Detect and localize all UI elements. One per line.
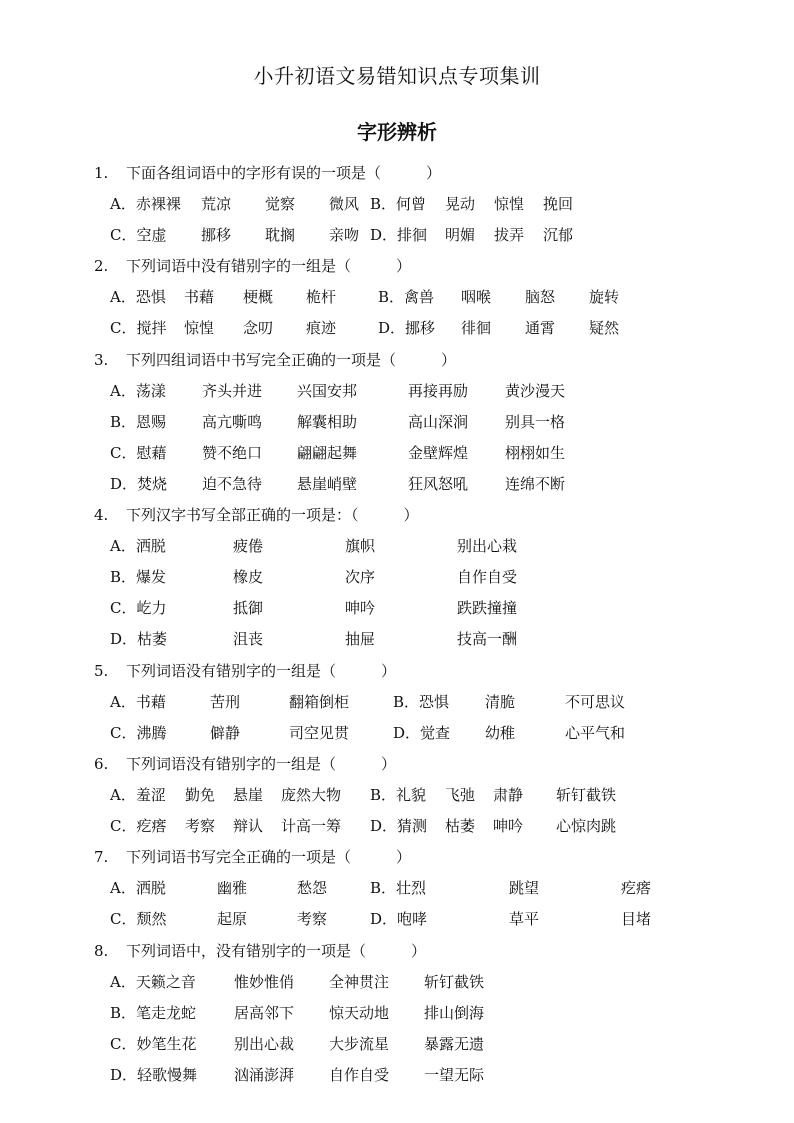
option-word: 心平气和 [565, 724, 626, 742]
option-word: D．咆哮 [370, 910, 428, 928]
option-word: B．恩赐 [110, 413, 167, 431]
option-word: 斩钉截铁 [556, 786, 617, 804]
option-word: B．壮烈 [370, 879, 427, 897]
option-word: 目堵 [621, 910, 652, 928]
option-word: 惟妙惟俏 [234, 973, 295, 991]
option-word: A．天籁之音 [110, 973, 196, 991]
option-word: A．荡漾 [110, 382, 166, 400]
option-word: C．搅拌 [110, 319, 167, 337]
option-word: 翩翩起舞 [297, 444, 358, 462]
option-word: 考察 [297, 910, 328, 928]
question-text: 下列词语中没有错别字的一组是（ ） [126, 257, 412, 275]
option-word: 觉察 [265, 195, 296, 213]
question-text: 下列词语没有错别字的一组是（ ） [126, 755, 397, 773]
option-word: 愁怨 [297, 879, 328, 897]
option-word: 司空见贯 [289, 724, 350, 742]
option-word: 桅杆 [306, 288, 337, 306]
option-word: A．赤裸裸 [110, 195, 181, 213]
option-word: 耽搁 [265, 226, 296, 244]
question-number: 4. [94, 506, 109, 524]
option-word: 徘徊 [461, 319, 492, 337]
option-word: 栩栩如生 [505, 444, 566, 462]
option-word: A．羞涩 [110, 786, 166, 804]
option-word: 明媚 [445, 226, 476, 244]
option-word: 迫不急待 [202, 475, 263, 493]
option-word: 连绵不断 [505, 475, 566, 493]
option-word: 亲吻 [329, 226, 360, 244]
option-word: 金壁辉煌 [408, 444, 469, 462]
option-word: 技高一酬 [457, 630, 518, 648]
option-word: C．空虚 [110, 226, 167, 244]
option-word: 荒凉 [201, 195, 232, 213]
option-word: 起原 [217, 910, 248, 928]
question-number: 7. [94, 848, 109, 866]
option-word: 齐头并进 [202, 382, 263, 400]
option-word: 次序 [345, 568, 376, 586]
option-word: D．觉查 [393, 724, 451, 742]
option-word: 飞弛 [445, 786, 476, 804]
option-word: 翻箱倒柜 [289, 693, 350, 711]
option-word: 汹涌澎湃 [234, 1066, 295, 1084]
option-word: 兴国安邦 [297, 382, 358, 400]
option-word: 别出心裁 [234, 1035, 295, 1053]
option-word: 别具一格 [505, 413, 566, 431]
option-word: A．洒脱 [110, 537, 166, 555]
option-word: 庞然大物 [281, 786, 342, 804]
option-word: 心惊肉跳 [556, 817, 617, 835]
option-word: 疑然 [589, 319, 620, 337]
option-word: C．疙瘩 [110, 817, 167, 835]
option-word: 狂风怒吼 [408, 475, 469, 493]
option-word: 抽屉 [345, 630, 376, 648]
option-word: 疲倦 [233, 537, 264, 555]
option-word: 脑怒 [525, 288, 556, 306]
option-word: B．恐惧 [393, 693, 450, 711]
option-word: D．轻歌慢舞 [110, 1066, 198, 1084]
option-word: 惊天动地 [329, 1004, 390, 1022]
option-word: 辩认 [233, 817, 264, 835]
option-word: 勤免 [185, 786, 216, 804]
option-word: 旋转 [589, 288, 620, 306]
question-text: 下列汉字书写全部正确的一项是：（ ） [126, 506, 419, 524]
option-word: 通霄 [525, 319, 556, 337]
option-word: 书藉 [184, 288, 215, 306]
option-word: A．恐惧 [110, 288, 166, 306]
option-word: C．屹力 [110, 599, 167, 617]
option-word: D．枯萎 [110, 630, 168, 648]
option-word: 惊惶 [184, 319, 215, 337]
option-word: 呻吟 [345, 599, 376, 617]
question-text: 下列四组词语中书写完全正确的一项是（ ） [126, 351, 457, 369]
option-word: 大步流星 [329, 1035, 390, 1053]
option-word: 梗概 [243, 288, 274, 306]
option-word: 再接再励 [408, 382, 469, 400]
option-word: 僻静 [210, 724, 241, 742]
option-word: 肃静 [493, 786, 524, 804]
option-word: D．焚烧 [110, 475, 168, 493]
option-word: 悬崖峭壁 [297, 475, 358, 493]
option-word: B．何曾 [370, 195, 427, 213]
option-word: 不可思议 [565, 693, 626, 711]
option-word: 居高邻下 [234, 1004, 295, 1022]
option-word: 别出心栽 [457, 537, 518, 555]
option-word: 一望无际 [424, 1066, 485, 1084]
option-word: 枯萎 [445, 817, 476, 835]
option-word: B．笔走龙蛇 [110, 1004, 197, 1022]
option-word: 排山倒海 [424, 1004, 485, 1022]
option-word: 橡皮 [233, 568, 264, 586]
option-word: D．排徊 [370, 226, 428, 244]
option-word: 斩钉截铁 [424, 973, 485, 991]
option-word: C．慰藉 [110, 444, 167, 462]
option-word: 自作自受 [329, 1066, 390, 1084]
question-number: 5. [94, 662, 109, 680]
option-word: 解囊相助 [297, 413, 358, 431]
question-number: 3. [94, 351, 109, 369]
option-word: 微风 [329, 195, 360, 213]
option-word: D．挪移 [378, 319, 436, 337]
option-word: 草平 [509, 910, 540, 928]
option-word: 高山深涧 [408, 413, 469, 431]
section-title: 字形辨析 [357, 120, 437, 144]
option-word: 暴露无遗 [424, 1035, 485, 1053]
document-title: 小升初语文易错知识点专项集训 [253, 64, 541, 88]
question-number: 2. [94, 257, 109, 275]
question-text: 下列词语书写完全正确的一项是（ ） [126, 848, 412, 866]
question-text: 下列词语没有错别字的一组是（ ） [126, 662, 397, 680]
option-word: 幽雅 [217, 879, 248, 897]
option-word: 惊惶 [494, 195, 525, 213]
option-word: 咽喉 [461, 288, 492, 306]
option-word: 疙瘩 [621, 879, 652, 897]
option-word: C．颓然 [110, 910, 167, 928]
question-text: 下列词语中，没有错别字的一项是（ ） [126, 942, 427, 960]
option-word: C．沸腾 [110, 724, 167, 742]
option-word: 跳望 [509, 879, 540, 897]
option-word: 沉郁 [543, 226, 574, 244]
option-word: B．禽兽 [378, 288, 435, 306]
question-number: 8. [94, 942, 109, 960]
option-word: 挪移 [201, 226, 232, 244]
option-word: D．猜测 [370, 817, 428, 835]
option-word: 赞不绝口 [202, 444, 263, 462]
option-word: 自作自受 [457, 568, 518, 586]
option-word: 痕迹 [306, 319, 337, 337]
option-word: 念叨 [243, 319, 274, 337]
option-word: 悬崖 [233, 786, 264, 804]
option-word: C．妙笔生花 [110, 1035, 197, 1053]
option-word: 沮丧 [233, 630, 264, 648]
option-word: 旗帜 [345, 537, 376, 555]
option-word: 幼稚 [485, 724, 516, 742]
option-word: B．礼貌 [370, 786, 427, 804]
question-number: 1. [94, 164, 109, 182]
option-word: 抵御 [233, 599, 264, 617]
option-word: 呻吟 [493, 817, 524, 835]
option-word: 黄沙漫天 [505, 382, 566, 400]
option-word: 考察 [185, 817, 216, 835]
option-word: B．爆发 [110, 568, 167, 586]
option-word: 高亢嘶鸣 [202, 413, 263, 431]
option-word: 拔弄 [494, 226, 525, 244]
option-word: 计高一筹 [281, 817, 342, 835]
option-word: 跌跌撞撞 [457, 599, 518, 617]
option-word: A．洒脱 [110, 879, 166, 897]
option-word: 全神贯注 [329, 973, 390, 991]
option-word: 挽回 [543, 195, 574, 213]
option-word: 晃动 [445, 195, 476, 213]
option-word: 苦刑 [210, 693, 241, 711]
question-number: 6. [94, 755, 109, 773]
option-word: 清脆 [485, 693, 516, 711]
option-word: A．书藉 [110, 693, 166, 711]
question-text: 下面各组词语中的字形有误的一项是（ ） [126, 164, 442, 182]
